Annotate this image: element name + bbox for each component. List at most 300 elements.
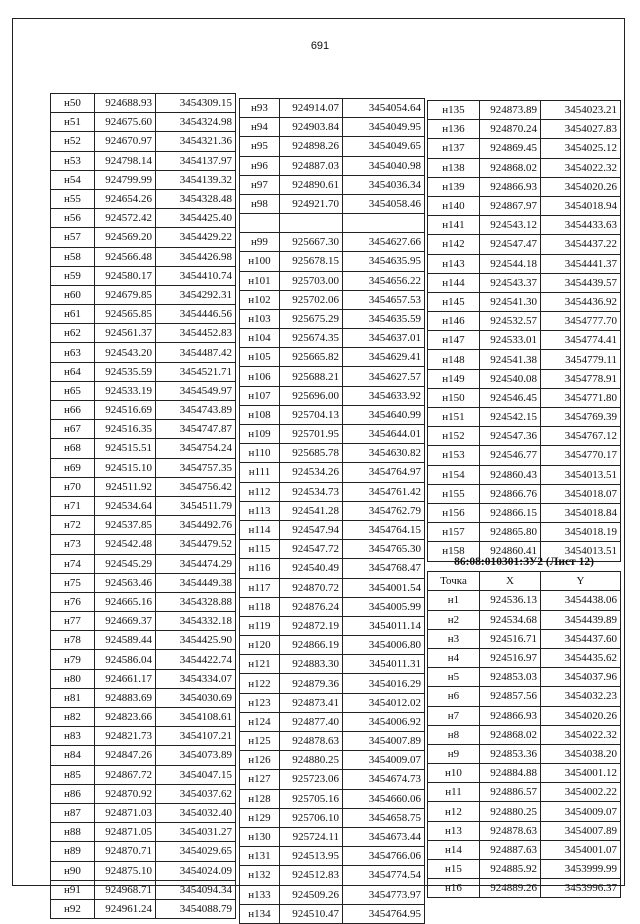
coord-x: 924883.30	[280, 655, 343, 674]
coord-y: 3454001.07	[541, 840, 621, 859]
coord-y: 3454006.80	[343, 636, 425, 655]
table-row	[240, 693, 425, 712]
point-id: н91	[51, 880, 95, 899]
table-row	[428, 706, 621, 725]
coord-y: 3454674.73	[343, 770, 425, 789]
table-row	[428, 687, 621, 706]
parcel-zu2-table	[427, 553, 621, 898]
coord-x: 924586.04	[95, 650, 156, 669]
point-id: н50	[51, 94, 95, 113]
coord-y: 3454656.22	[343, 271, 425, 290]
coord-x: 924589.44	[95, 631, 156, 650]
point-id: н51	[51, 113, 95, 132]
point-id: н5	[428, 668, 480, 687]
coord-x: 924546.77	[480, 446, 541, 465]
coord-y: 3453999.99	[541, 860, 621, 879]
table-row	[51, 554, 236, 573]
coord-x: 925723.06	[280, 770, 343, 789]
point-id: н100	[240, 252, 280, 271]
table-row	[428, 216, 621, 235]
table-row	[51, 285, 236, 304]
coord-x: 925706.10	[280, 808, 343, 827]
coord-y: 3454429.22	[156, 228, 236, 247]
coord-x: 924853.03	[480, 668, 541, 687]
coord-y: 3454747.87	[156, 420, 236, 439]
table-row	[428, 312, 621, 331]
table-row	[428, 139, 621, 158]
coord-x: 924547.47	[480, 235, 541, 254]
table-row	[428, 802, 621, 821]
coord-y: 3454332.18	[156, 612, 236, 631]
table-row	[51, 535, 236, 554]
coord-x: 924860.41	[480, 542, 541, 561]
coord-x: 924798.14	[95, 151, 156, 170]
coord-y: 3454073.89	[156, 746, 236, 765]
coord-x: 924533.19	[95, 381, 156, 400]
point-id: н89	[51, 842, 95, 861]
coord-y: 3454292.31	[156, 285, 236, 304]
coord-x: 924547.36	[480, 427, 541, 446]
table-row	[240, 904, 425, 923]
point-id: н120	[240, 636, 280, 655]
table-row	[51, 803, 236, 822]
coord-x: 924534.73	[280, 482, 343, 501]
coord-x: 925724.11	[280, 827, 343, 846]
table-row	[240, 386, 425, 405]
point-id: н116	[240, 559, 280, 578]
coord-x: 924869.45	[480, 139, 541, 158]
coord-x: 924543.20	[95, 343, 156, 362]
table-row	[240, 444, 425, 463]
table-row	[240, 252, 425, 271]
coord-x: 924563.46	[95, 573, 156, 592]
coord-y: 3454492.76	[156, 516, 236, 535]
coord-y: 3454027.83	[541, 120, 621, 139]
empty-cell	[240, 214, 280, 233]
point-id: н139	[428, 177, 480, 196]
point-id: н125	[240, 732, 280, 751]
coord-y: 3454108.61	[156, 708, 236, 727]
coord-y: 3454438.06	[541, 591, 621, 610]
point-id: н95	[240, 137, 280, 156]
table-row	[51, 113, 236, 132]
coord-y: 3454771.80	[541, 388, 621, 407]
coord-x: 925705.16	[280, 789, 343, 808]
coord-x: 924880.25	[480, 802, 541, 821]
coord-x: 924903.84	[280, 118, 343, 137]
coord-y: 3454013.51	[541, 542, 621, 561]
point-id: н154	[428, 465, 480, 484]
table-row	[428, 427, 621, 446]
coord-y: 3454037.62	[156, 784, 236, 803]
coord-x: 924516.97	[480, 648, 541, 667]
coord-y: 3454644.01	[343, 425, 425, 444]
coord-y: 3454020.26	[541, 706, 621, 725]
table-row	[51, 94, 236, 113]
coord-y: 3454521.71	[156, 362, 236, 381]
point-id: н13	[428, 821, 480, 840]
point-id: н132	[240, 866, 280, 885]
coord-y: 3454002.22	[541, 783, 621, 802]
table-row	[428, 120, 621, 139]
table-row	[51, 612, 236, 631]
coord-y: 3454629.41	[343, 348, 425, 367]
table-row	[51, 861, 236, 880]
coord-y: 3454054.64	[343, 99, 425, 118]
point-id: н10	[428, 764, 480, 783]
coord-x: 924541.30	[480, 292, 541, 311]
table-row	[240, 309, 425, 328]
coord-x: 924821.73	[95, 727, 156, 746]
coord-x: 924516.35	[95, 420, 156, 439]
coord-x: 924799.99	[95, 170, 156, 189]
coord-x: 925665.82	[280, 348, 343, 367]
coord-x: 924542.48	[95, 535, 156, 554]
coord-y: 3454324.98	[156, 113, 236, 132]
coord-y: 3454425.40	[156, 209, 236, 228]
table-row	[428, 369, 621, 388]
coord-x: 924561.37	[95, 324, 156, 343]
table-row	[240, 482, 425, 501]
table-row	[51, 151, 236, 170]
table-row	[428, 254, 621, 273]
coord-y: 3454020.26	[541, 177, 621, 196]
table-row	[428, 879, 621, 898]
coord-x: 924544.18	[480, 254, 541, 273]
table-row	[240, 789, 425, 808]
coord-y: 3454007.89	[541, 821, 621, 840]
point-id: н69	[51, 458, 95, 477]
table-row	[240, 175, 425, 194]
coord-y: 3454037.96	[541, 668, 621, 687]
coord-x: 924566.48	[95, 247, 156, 266]
coord-x: 924510.47	[280, 904, 343, 923]
point-id: н140	[428, 196, 480, 215]
coord-y: 3454047.15	[156, 765, 236, 784]
coord-x: 924515.10	[95, 458, 156, 477]
coord-y: 3454635.95	[343, 252, 425, 271]
coord-x: 924515.51	[95, 439, 156, 458]
point-id: н52	[51, 132, 95, 151]
point-id: н158	[428, 542, 480, 561]
point-id: н96	[240, 156, 280, 175]
table-row	[428, 388, 621, 407]
table-row	[51, 573, 236, 592]
point-id: н130	[240, 827, 280, 846]
coord-y: 3454040.98	[343, 156, 425, 175]
table-row	[428, 158, 621, 177]
point-id: н138	[428, 158, 480, 177]
point-id: н76	[51, 592, 95, 611]
coord-x: 924876.24	[280, 597, 343, 616]
coord-y: 3454766.06	[343, 847, 425, 866]
table-row	[428, 292, 621, 311]
point-id: н104	[240, 329, 280, 348]
coord-y: 3454024.09	[156, 861, 236, 880]
coord-y: 3454088.79	[156, 899, 236, 918]
coord-y: 3454007.89	[343, 732, 425, 751]
table-row	[240, 540, 425, 559]
table-row	[51, 381, 236, 400]
table-row	[51, 343, 236, 362]
point-id: н155	[428, 484, 480, 503]
coord-y: 3454511.79	[156, 496, 236, 515]
point-id: н153	[428, 446, 480, 465]
table-row	[51, 727, 236, 746]
point-id: н137	[428, 139, 480, 158]
table-row	[240, 329, 425, 348]
point-id: н86	[51, 784, 95, 803]
coord-x: 924914.07	[280, 99, 343, 118]
table-row	[51, 592, 236, 611]
table-row	[51, 842, 236, 861]
table-row	[240, 156, 425, 175]
coord-y: 3454757.35	[156, 458, 236, 477]
point-id: н8	[428, 725, 480, 744]
coord-y: 3454426.98	[156, 247, 236, 266]
coord-x: 924569.20	[95, 228, 156, 247]
coordinates-table-1	[50, 93, 236, 919]
table-row	[428, 648, 621, 667]
point-id: н87	[51, 803, 95, 822]
coord-y: 3454025.12	[541, 139, 621, 158]
point-id: н112	[240, 482, 280, 501]
coord-y: 3454321.36	[156, 132, 236, 151]
coord-x: 924669.37	[95, 612, 156, 631]
coord-x: 925688.21	[280, 367, 343, 386]
point-id: н77	[51, 612, 95, 631]
point-id: н111	[240, 463, 280, 482]
coord-y: 3454754.24	[156, 439, 236, 458]
point-id: н110	[240, 444, 280, 463]
coord-x: 925675.29	[280, 309, 343, 328]
table-row	[428, 744, 621, 763]
coord-x: 924866.93	[480, 177, 541, 196]
coord-x: 924543.37	[480, 273, 541, 292]
coord-x: 924541.28	[280, 501, 343, 520]
coord-x: 924889.26	[480, 879, 541, 898]
table-row	[428, 503, 621, 522]
point-id: н61	[51, 305, 95, 324]
coord-x: 924542.15	[480, 408, 541, 427]
point-id: н75	[51, 573, 95, 592]
coord-x: 924961.24	[95, 899, 156, 918]
point-id: н97	[240, 175, 280, 194]
coord-y: 3454474.29	[156, 554, 236, 573]
table-row	[51, 477, 236, 496]
point-id: н102	[240, 290, 280, 309]
point-id: н81	[51, 688, 95, 707]
coord-x: 924534.26	[280, 463, 343, 482]
point-id: н84	[51, 746, 95, 765]
table-row	[428, 196, 621, 215]
table-row	[51, 784, 236, 803]
point-id: н59	[51, 266, 95, 285]
table-row	[51, 746, 236, 765]
coord-y: 3454009.07	[541, 802, 621, 821]
coord-x: 924866.93	[480, 706, 541, 725]
table-row	[428, 408, 621, 427]
coord-x: 924540.08	[480, 369, 541, 388]
point-id: н79	[51, 650, 95, 669]
point-id: н70	[51, 477, 95, 496]
point-id: н141	[428, 216, 480, 235]
point-id: н150	[428, 388, 480, 407]
coord-x: 924873.89	[480, 101, 541, 120]
table-row	[51, 458, 236, 477]
coord-y: 3454049.65	[343, 137, 425, 156]
coord-y: 3454768.47	[343, 559, 425, 578]
coord-x: 924870.71	[95, 842, 156, 861]
coord-y: 3454018.94	[541, 196, 621, 215]
table-row	[428, 484, 621, 503]
point-id: н94	[240, 118, 280, 137]
table-row	[240, 463, 425, 482]
table-row	[240, 501, 425, 520]
coord-x: 925674.35	[280, 329, 343, 348]
coord-y: 3454058.46	[343, 194, 425, 213]
coord-x: 924880.25	[280, 751, 343, 770]
coord-x: 924877.40	[280, 712, 343, 731]
coord-y: 3454011.31	[343, 655, 425, 674]
coord-y: 3454765.30	[343, 540, 425, 559]
table-row	[240, 674, 425, 693]
coord-y: 3454309.15	[156, 94, 236, 113]
coord-y: 3454022.32	[541, 725, 621, 744]
table-row	[51, 650, 236, 669]
coord-y: 3454756.42	[156, 477, 236, 496]
coord-y: 3454764.97	[343, 463, 425, 482]
coord-y: 3454001.12	[541, 764, 621, 783]
table-row	[51, 880, 236, 899]
page-number: 691	[310, 40, 330, 52]
table-row	[428, 273, 621, 292]
coord-y: 3454036.34	[343, 175, 425, 194]
point-id: н4	[428, 648, 480, 667]
parcel-title: 86:08:010301:ЗУ2 (Лист 12)	[454, 556, 594, 569]
coord-y: 3454018.19	[541, 523, 621, 542]
coord-y: 3454487.42	[156, 343, 236, 362]
point-id: н115	[240, 540, 280, 559]
table-row	[51, 324, 236, 343]
point-id: н145	[428, 292, 480, 311]
table-row	[51, 899, 236, 918]
coord-x: 924513.95	[280, 847, 343, 866]
table-row	[240, 597, 425, 616]
coord-x: 924968.71	[95, 880, 156, 899]
point-id: н83	[51, 727, 95, 746]
coord-x: 924534.68	[480, 610, 541, 629]
coord-x: 924865.80	[480, 523, 541, 542]
point-id: н11	[428, 783, 480, 802]
point-id: н7	[428, 706, 480, 725]
coord-x: 924868.02	[480, 158, 541, 177]
point-id: н98	[240, 194, 280, 213]
coord-x: 924535.59	[95, 362, 156, 381]
coord-x: 924879.36	[280, 674, 343, 693]
coord-y: 3454764.95	[343, 904, 425, 923]
coord-x: 924565.85	[95, 305, 156, 324]
coord-y: 3454637.01	[343, 329, 425, 348]
coord-x: 924871.03	[95, 803, 156, 822]
point-id: н64	[51, 362, 95, 381]
coord-x: 924516.69	[95, 401, 156, 420]
table-row	[240, 271, 425, 290]
table-row	[428, 523, 621, 542]
coord-y: 3454673.44	[343, 827, 425, 846]
coord-y: 3454762.79	[343, 501, 425, 520]
coord-y: 3454013.51	[541, 465, 621, 484]
coord-x: 925704.13	[280, 405, 343, 424]
coord-x: 924878.63	[280, 732, 343, 751]
point-id: н144	[428, 273, 480, 292]
point-id: н63	[51, 343, 95, 362]
point-id: н118	[240, 597, 280, 616]
point-id: н92	[51, 899, 95, 918]
coord-y: 3454778.91	[541, 369, 621, 388]
point-id: н133	[240, 885, 280, 904]
coord-x: 924886.57	[480, 783, 541, 802]
coord-y: 3454011.14	[343, 616, 425, 635]
table-row	[51, 247, 236, 266]
coord-y: 3454094.34	[156, 880, 236, 899]
coord-x: 924688.93	[95, 94, 156, 113]
point-id: н74	[51, 554, 95, 573]
coord-y: 3454640.99	[343, 405, 425, 424]
table-row	[240, 616, 425, 635]
coord-y: 3454032.23	[541, 687, 621, 706]
table-row	[51, 823, 236, 842]
table-row	[51, 496, 236, 515]
point-id: н113	[240, 501, 280, 520]
point-id: н80	[51, 669, 95, 688]
coord-x: 924580.17	[95, 266, 156, 285]
point-id: н56	[51, 209, 95, 228]
coord-y: 3453996.37	[541, 879, 621, 898]
coord-y: 3454023.21	[541, 101, 621, 120]
point-id: н82	[51, 708, 95, 727]
coord-y: 3454001.54	[343, 578, 425, 597]
point-id: н146	[428, 312, 480, 331]
table-row	[240, 578, 425, 597]
table-row	[51, 132, 236, 151]
coord-y: 3454449.38	[156, 573, 236, 592]
point-id: н151	[428, 408, 480, 427]
coord-y: 3454030.69	[156, 688, 236, 707]
point-id: н107	[240, 386, 280, 405]
coord-x: 924534.64	[95, 496, 156, 515]
table-row	[240, 636, 425, 655]
point-id: н152	[428, 427, 480, 446]
table-row	[240, 712, 425, 731]
coord-y: 3454761.42	[343, 482, 425, 501]
coord-y: 3454743.89	[156, 401, 236, 420]
coord-x: 924867.97	[480, 196, 541, 215]
table-row	[240, 559, 425, 578]
coord-x: 924872.19	[280, 616, 343, 635]
point-id: н108	[240, 405, 280, 424]
coord-x: 924547.72	[280, 540, 343, 559]
table-row	[428, 821, 621, 840]
coord-y: 3454334.07	[156, 669, 236, 688]
point-id: н106	[240, 367, 280, 386]
table-row	[240, 885, 425, 904]
point-id: н93	[240, 99, 280, 118]
table-row	[240, 348, 425, 367]
point-id: н85	[51, 765, 95, 784]
coord-x: 925701.95	[280, 425, 343, 444]
table-gap-row	[240, 214, 425, 233]
